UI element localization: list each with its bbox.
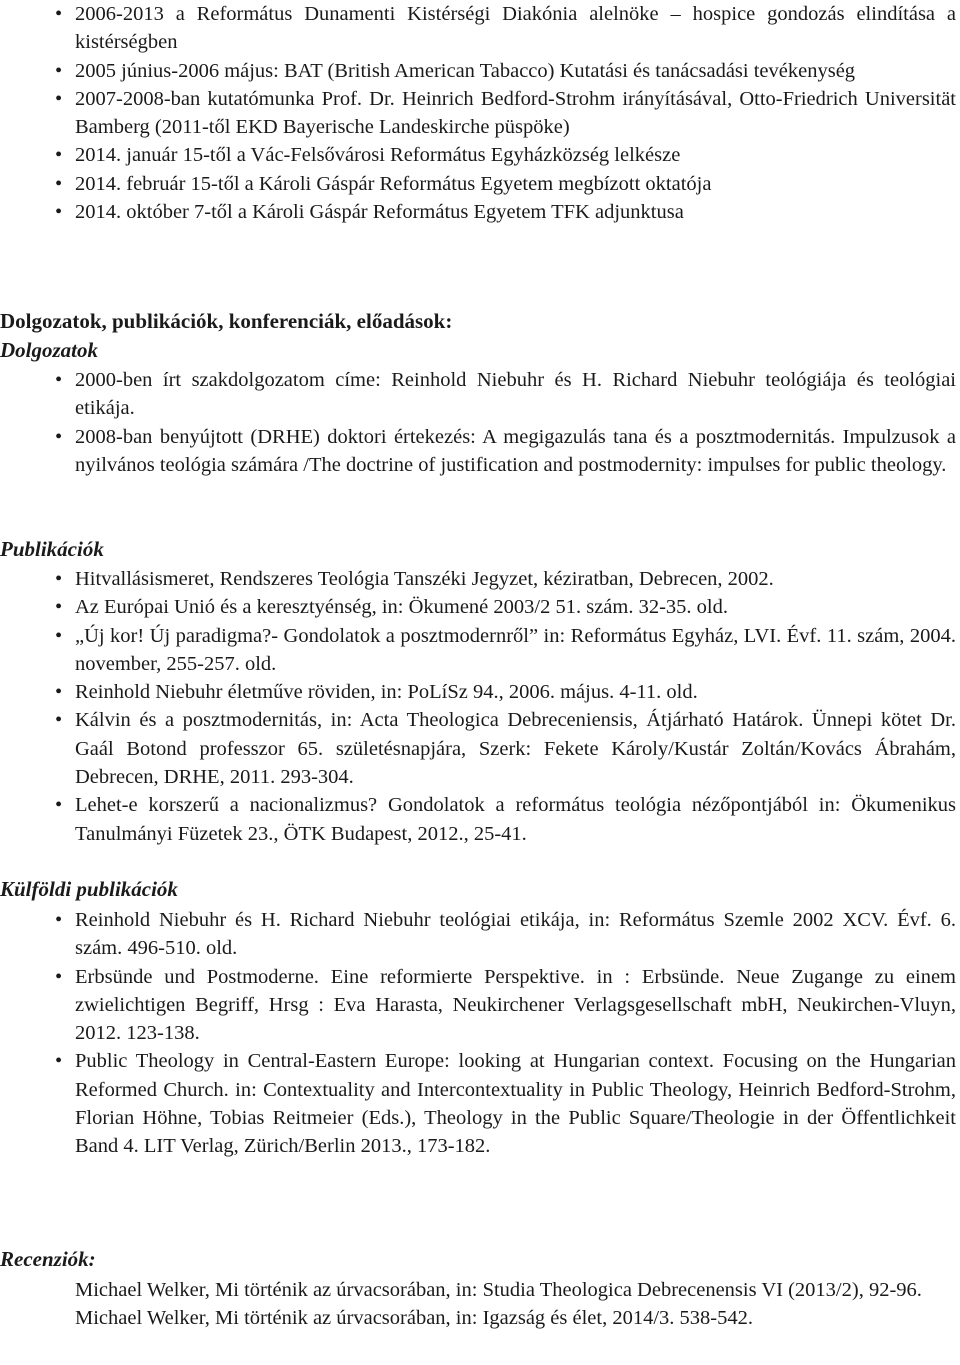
publikaciok-list bbox=[0, 565, 960, 848]
publikacio-item bbox=[0, 622, 960, 679]
publikacio-item-text: Reinhold Niebuhr életműve röviden, in: PoLíSz 94., 2006. május. 4-11. old. bbox=[75, 681, 698, 704]
main-heading: Dolgozatok, publikációk, konferenciák, előadások: bbox=[0, 309, 453, 333]
kulfoldi-list bbox=[0, 906, 960, 1161]
publikacio-item-text: „Új kor! Új paradigma?- Gondolatok a posztmodernről” in: Református Egyház, LVI. Évf. 11. szám, 2004. november, 255-257. old. bbox=[75, 624, 956, 675]
kulfoldi-item bbox=[0, 906, 960, 963]
recenzio-item: Michael Welker, Mi történik az úrvacsorában, in: Studia Theologica Debrecenensis VI (2013/2), 92-96. bbox=[75, 1279, 922, 1301]
publikacio-item bbox=[0, 593, 960, 621]
bullet-icon: • bbox=[55, 709, 63, 732]
bullet-icon: • bbox=[55, 172, 63, 195]
bullet-icon: • bbox=[55, 681, 63, 704]
career-item bbox=[0, 141, 960, 169]
bullet-icon: • bbox=[55, 3, 63, 25]
dolgozatok-heading: Dolgozatok bbox=[0, 338, 99, 362]
publikacio-item bbox=[0, 706, 960, 791]
bullet-icon: • bbox=[55, 201, 63, 224]
career-list bbox=[0, 0, 960, 226]
bullet-icon: • bbox=[55, 624, 63, 647]
publikacio-item bbox=[0, 791, 960, 848]
bullet-icon: • bbox=[55, 909, 63, 931]
kulfoldi-heading: Külföldi publikációk bbox=[0, 877, 178, 901]
kulfoldi-item-text: Public Theology in Central-Eastern Europe: looking at Hungarian context. Focusing on the Hungarian Reformed Church. in: Contextuality and Intercontextuality in Public Theology, Heinrich Bedford-Strohm, Florian Höhne, Tobias Reitmeier (Eds.), Theology in the Public Square/Theologie in der Öffentlichkeit Band 4. LIT Verlag, Zürich/Berlin 2013., 173-182. bbox=[75, 1050, 956, 1158]
career-item bbox=[0, 57, 960, 85]
dolgozat-item bbox=[0, 366, 960, 423]
publikacio-item-text: Lehet-e korszerű a nacionalizmus? Gondolatok a református teológia nézőpontjából in: Ökumenikus Tanulmányi Füzetek 23., ÖTK Budapest, 2012., 25-41. bbox=[75, 794, 956, 845]
career-item-text: 2014. február 15-től a Károli Gáspár Református Egyetem megbízott oktatója bbox=[75, 172, 712, 195]
kulfoldi-item-text: Erbsünde und Postmoderne. Eine reformierte Perspektive. in : Erbsünde. Neue Zugange zu einem zwielichtigen Begriff, Hrsg : Eva Harasta, Neukirchener Verlagsgesellschaft mbH, Neukirchen-Vluyn, 2012. 123-138. bbox=[75, 965, 956, 1045]
kulfoldi-item-text: Reinhold Niebuhr és H. Richard Niebuhr teológiai etikája, in: Református Szemle 2002 XCV. Évf. 6. szám. 496-510. old. bbox=[75, 909, 956, 960]
bullet-icon: • bbox=[55, 369, 63, 391]
career-item-text: 2014. október 7-től a Károli Gáspár Református Egyetem TFK adjunktusa bbox=[75, 201, 684, 224]
career-item bbox=[0, 85, 960, 142]
bullet-icon: • bbox=[55, 596, 63, 619]
dolgozatok-list bbox=[0, 366, 960, 479]
publikacio-item bbox=[0, 565, 960, 593]
dolgozat-item-text: 2008-ban benyújtott (DRHE) doktori értekezés: A megigazulás tana és a posztmodernitás. Impulzusok a nyilvános teológia számára /The doctrine of justification and postmodernity: impulses for public theology. bbox=[75, 425, 956, 476]
career-item bbox=[0, 0, 960, 57]
bullet-icon: • bbox=[55, 568, 63, 590]
career-item-text: 2014. január 15-től a Vác-Felsővárosi Református Egyházközség lelkésze bbox=[75, 144, 681, 167]
career-item-text: 2005 június-2006 május: BAT (British American Tabacco) Kutatási és tanácsadási tevékenység bbox=[75, 59, 856, 82]
bullet-icon: • bbox=[55, 965, 63, 988]
dolgozat-item bbox=[0, 423, 960, 480]
publikacio-item-text: Kálvin és a posztmodernitás, in: Acta Theologica Debreceniensis, Átjárható Határok. Ünnepi kötet Dr. Gaál Botond professzor 65. születésnapjára, Szerk: Fekete Károly/Kustár Zoltán/Kovács Ábrahám, Debrecen, DRHE, 2011. 293-304. bbox=[75, 709, 956, 789]
career-item-text: 2007-2008-ban kutatómunka Prof. Dr. Heinrich Bedford-Strohm irányításával, Otto-Friedrich Universität Bamberg (2011-től EKD Bayerische Landeskirche püspöke) bbox=[75, 87, 956, 139]
bullet-icon: • bbox=[55, 425, 63, 448]
publikaciok-heading: Publikációk bbox=[0, 537, 104, 561]
bullet-icon: • bbox=[55, 144, 63, 167]
recenzio-item: Michael Welker, Mi történik az úrvacsorában, in: Igazság és élet, 2014/3. 538-542. bbox=[75, 1307, 753, 1330]
recenziok-heading: Recenziók: bbox=[0, 1247, 96, 1271]
publikacio-item bbox=[0, 678, 960, 706]
kulfoldi-item bbox=[0, 1047, 960, 1160]
recenziok-list bbox=[0, 1276, 960, 1333]
bullet-icon: • bbox=[55, 794, 63, 817]
publikacio-item-text: Az Európai Unió és a keresztyénség, in: Ökumené 2003/2 51. szám. 32-35. old. bbox=[75, 596, 728, 619]
career-item bbox=[0, 170, 960, 198]
career-item-text: 2006-2013 a Református Dunamenti Kistérségi Diakónia alelnöke – hospice gondozás elindítása a kistérségben bbox=[75, 3, 956, 54]
kulfoldi-item bbox=[0, 963, 960, 1048]
career-item bbox=[0, 198, 960, 226]
bullet-icon: • bbox=[55, 87, 63, 110]
bullet-icon: • bbox=[55, 1050, 63, 1073]
dolgozat-item-text: 2000-ben írt szakdolgozatom címe: Reinhold Niebuhr és H. Richard Niebuhr teológiája és teológiai etikája. bbox=[75, 369, 956, 420]
bullet-icon: • bbox=[55, 59, 63, 82]
publikacio-item-text: Hitvallásismeret, Rendszeres Teológia Tanszéki Jegyzet, kéziratban, Debrecen, 2002. bbox=[75, 568, 774, 590]
